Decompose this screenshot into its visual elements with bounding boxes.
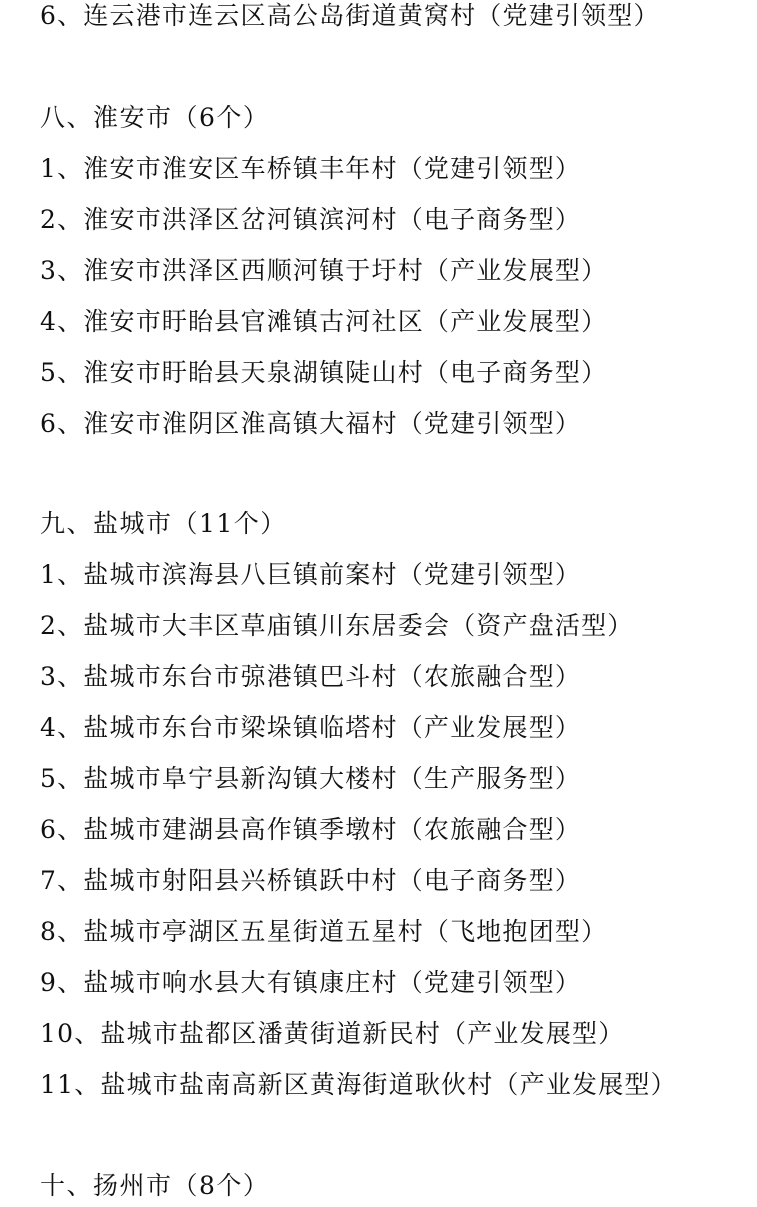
list-item: 11、盐城市盐南高新区黄海街道耿伙村（产业发展型）	[40, 1070, 677, 1099]
list-item: 1、盐城市滨海县八巨镇前案村（党建引领型）	[40, 560, 582, 589]
list-item: 6、连云港市连云区高公岛街道黄窝村（党建引领型）	[40, 1, 660, 30]
section-heading: 八、淮安市（6个）	[40, 103, 270, 132]
list-item: 5、盐城市阜宁县新沟镇大楼村（生产服务型）	[40, 764, 582, 793]
list-item: 3、盐城市东台市弶港镇巴斗村（农旅融合型）	[40, 662, 582, 691]
list-item: 1、淮安市淮安区车桥镇丰年村（党建引领型）	[40, 154, 582, 183]
list-item: 10、盐城市盐都区潘黄街道新民村（产业发展型）	[40, 1019, 625, 1048]
list-item: 3、淮安市洪泽区西顺河镇于圩村（产业发展型）	[40, 256, 608, 285]
list-item: 6、盐城市建湖县高作镇季墩村（农旅融合型）	[40, 815, 582, 844]
section-heading: 十、扬州市（8个）	[40, 1171, 270, 1200]
list-item: 4、淮安市盱眙县官滩镇古河社区（产业发展型）	[40, 307, 608, 336]
list-item: 2、淮安市洪泽区岔河镇滨河村（电子商务型）	[40, 205, 582, 234]
list-item: 6、淮安市淮阴区淮高镇大福村（党建引领型）	[40, 409, 582, 438]
list-item: 9、盐城市响水县大有镇康庄村（党建引领型）	[40, 968, 582, 997]
list-item: 7、盐城市射阳县兴桥镇跃中村（电子商务型）	[40, 866, 582, 895]
section-heading: 九、盐城市（11个）	[40, 509, 287, 538]
list-item: 8、盐城市亭湖区五星街道五星村（飞地抱团型）	[40, 917, 608, 946]
list-item: 5、淮安市盱眙县天泉湖镇陡山村（电子商务型）	[40, 358, 608, 387]
list-item: 2、盐城市大丰区草庙镇川东居委会（资产盘活型）	[40, 611, 634, 640]
list-item: 4、盐城市东台市梁垛镇临塔村（产业发展型）	[40, 713, 582, 742]
